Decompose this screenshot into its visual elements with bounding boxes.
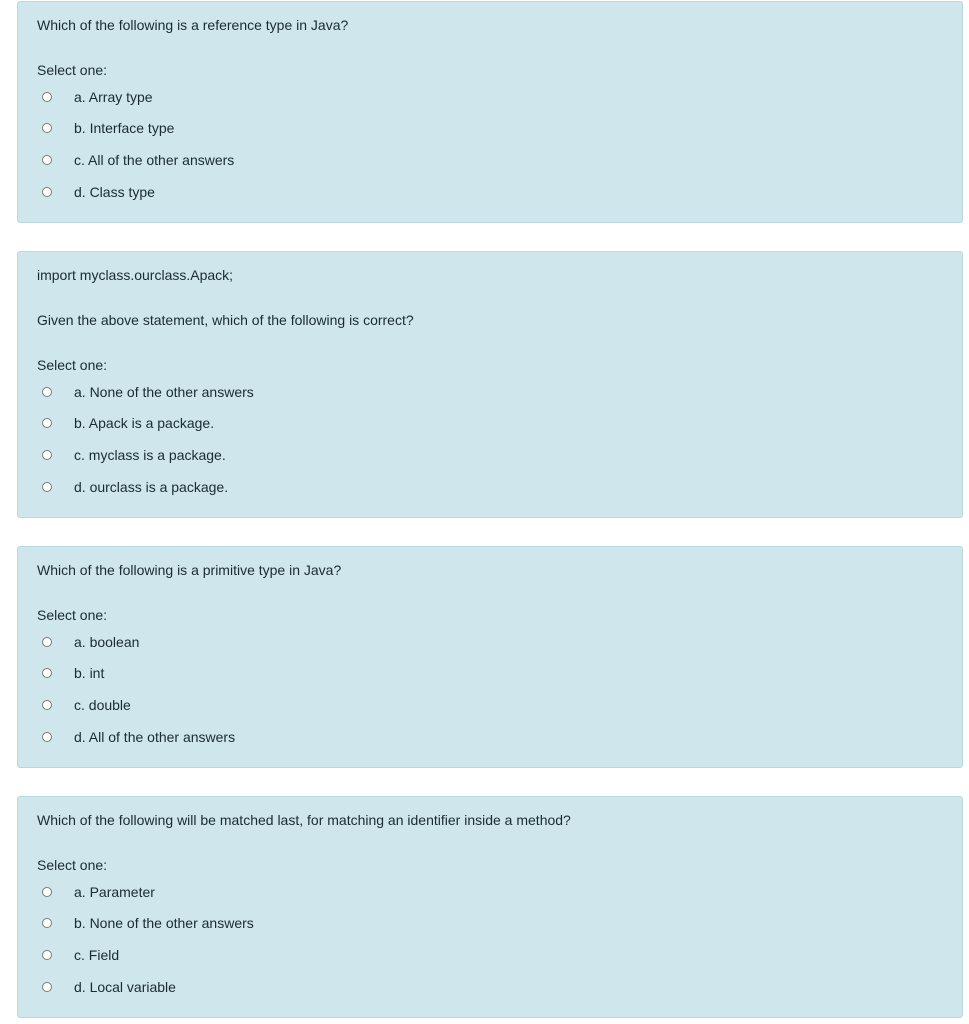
- option-label: a. Parameter: [74, 884, 155, 900]
- option-b[interactable]: [42, 118, 174, 138]
- option-label: b. Apack is a package.: [74, 415, 215, 431]
- question-card-2: [17, 251, 963, 518]
- option-label: a. None of the other answers: [74, 384, 254, 400]
- option-c[interactable]: [42, 445, 226, 465]
- radio-button-icon[interactable]: [42, 700, 52, 710]
- option-label: d. Class type: [74, 184, 155, 200]
- radio-button-icon[interactable]: [42, 155, 52, 165]
- question-card-3: [17, 546, 963, 768]
- radio-button-icon[interactable]: [42, 187, 52, 197]
- option-d[interactable]: [42, 727, 235, 747]
- select-one-label: Select one:: [37, 607, 108, 623]
- option-label: d. All of the other answers: [74, 729, 236, 745]
- option-label: a. Array type: [74, 89, 153, 105]
- radio-button-icon[interactable]: [42, 482, 52, 492]
- radio-button-icon[interactable]: [42, 732, 52, 742]
- option-c[interactable]: [42, 945, 119, 965]
- option-label: b. Interface type: [74, 120, 175, 136]
- radio-button-icon[interactable]: [42, 92, 52, 102]
- radio-button-icon[interactable]: [42, 637, 52, 647]
- select-one-label: Select one:: [37, 857, 108, 873]
- option-c[interactable]: [42, 150, 234, 170]
- option-label: c. double: [74, 697, 131, 713]
- option-label: c. myclass is a package.: [74, 447, 226, 463]
- select-one-label: Select one:: [37, 357, 108, 373]
- option-d[interactable]: [42, 977, 176, 997]
- option-a[interactable]: [42, 632, 139, 652]
- code-statement: import myclass.ourclass.Apack;: [37, 267, 234, 283]
- option-label: b. int: [74, 665, 105, 681]
- option-c[interactable]: [42, 695, 131, 715]
- option-label: c. All of the other answers: [74, 152, 235, 168]
- option-a[interactable]: [42, 882, 155, 902]
- question-text: Given the above statement, which of the following is correct?: [37, 312, 414, 328]
- radio-button-icon[interactable]: [42, 450, 52, 460]
- option-label: a. boolean: [74, 634, 140, 650]
- option-label: b. None of the other answers: [74, 915, 254, 931]
- question-card-1: [17, 1, 963, 223]
- question-text: Which of the following will be matched last, for matching an identifier inside a method?: [37, 812, 571, 828]
- option-label: c. Field: [74, 947, 120, 963]
- option-b[interactable]: [42, 913, 254, 933]
- radio-button-icon[interactable]: [42, 418, 52, 428]
- radio-button-icon[interactable]: [42, 887, 52, 897]
- option-label: d. ourclass is a package.: [74, 479, 229, 495]
- radio-button-icon[interactable]: [42, 918, 52, 928]
- question-text: Which of the following is a primitive type in Java?: [37, 562, 342, 578]
- radio-button-icon[interactable]: [42, 387, 52, 397]
- radio-button-icon[interactable]: [42, 950, 52, 960]
- option-a[interactable]: [42, 87, 153, 107]
- option-d[interactable]: [42, 182, 155, 202]
- option-b[interactable]: [42, 413, 214, 433]
- radio-button-icon[interactable]: [42, 668, 52, 678]
- radio-button-icon[interactable]: [42, 982, 52, 992]
- option-b[interactable]: [42, 663, 104, 683]
- question-card-4: [17, 796, 963, 1018]
- option-a[interactable]: [42, 382, 254, 402]
- question-text: Which of the following is a reference type in Java?: [37, 17, 349, 33]
- radio-button-icon[interactable]: [42, 123, 52, 133]
- option-label: d. Local variable: [74, 979, 176, 995]
- option-d[interactable]: [42, 477, 228, 497]
- select-one-label: Select one:: [37, 62, 108, 78]
